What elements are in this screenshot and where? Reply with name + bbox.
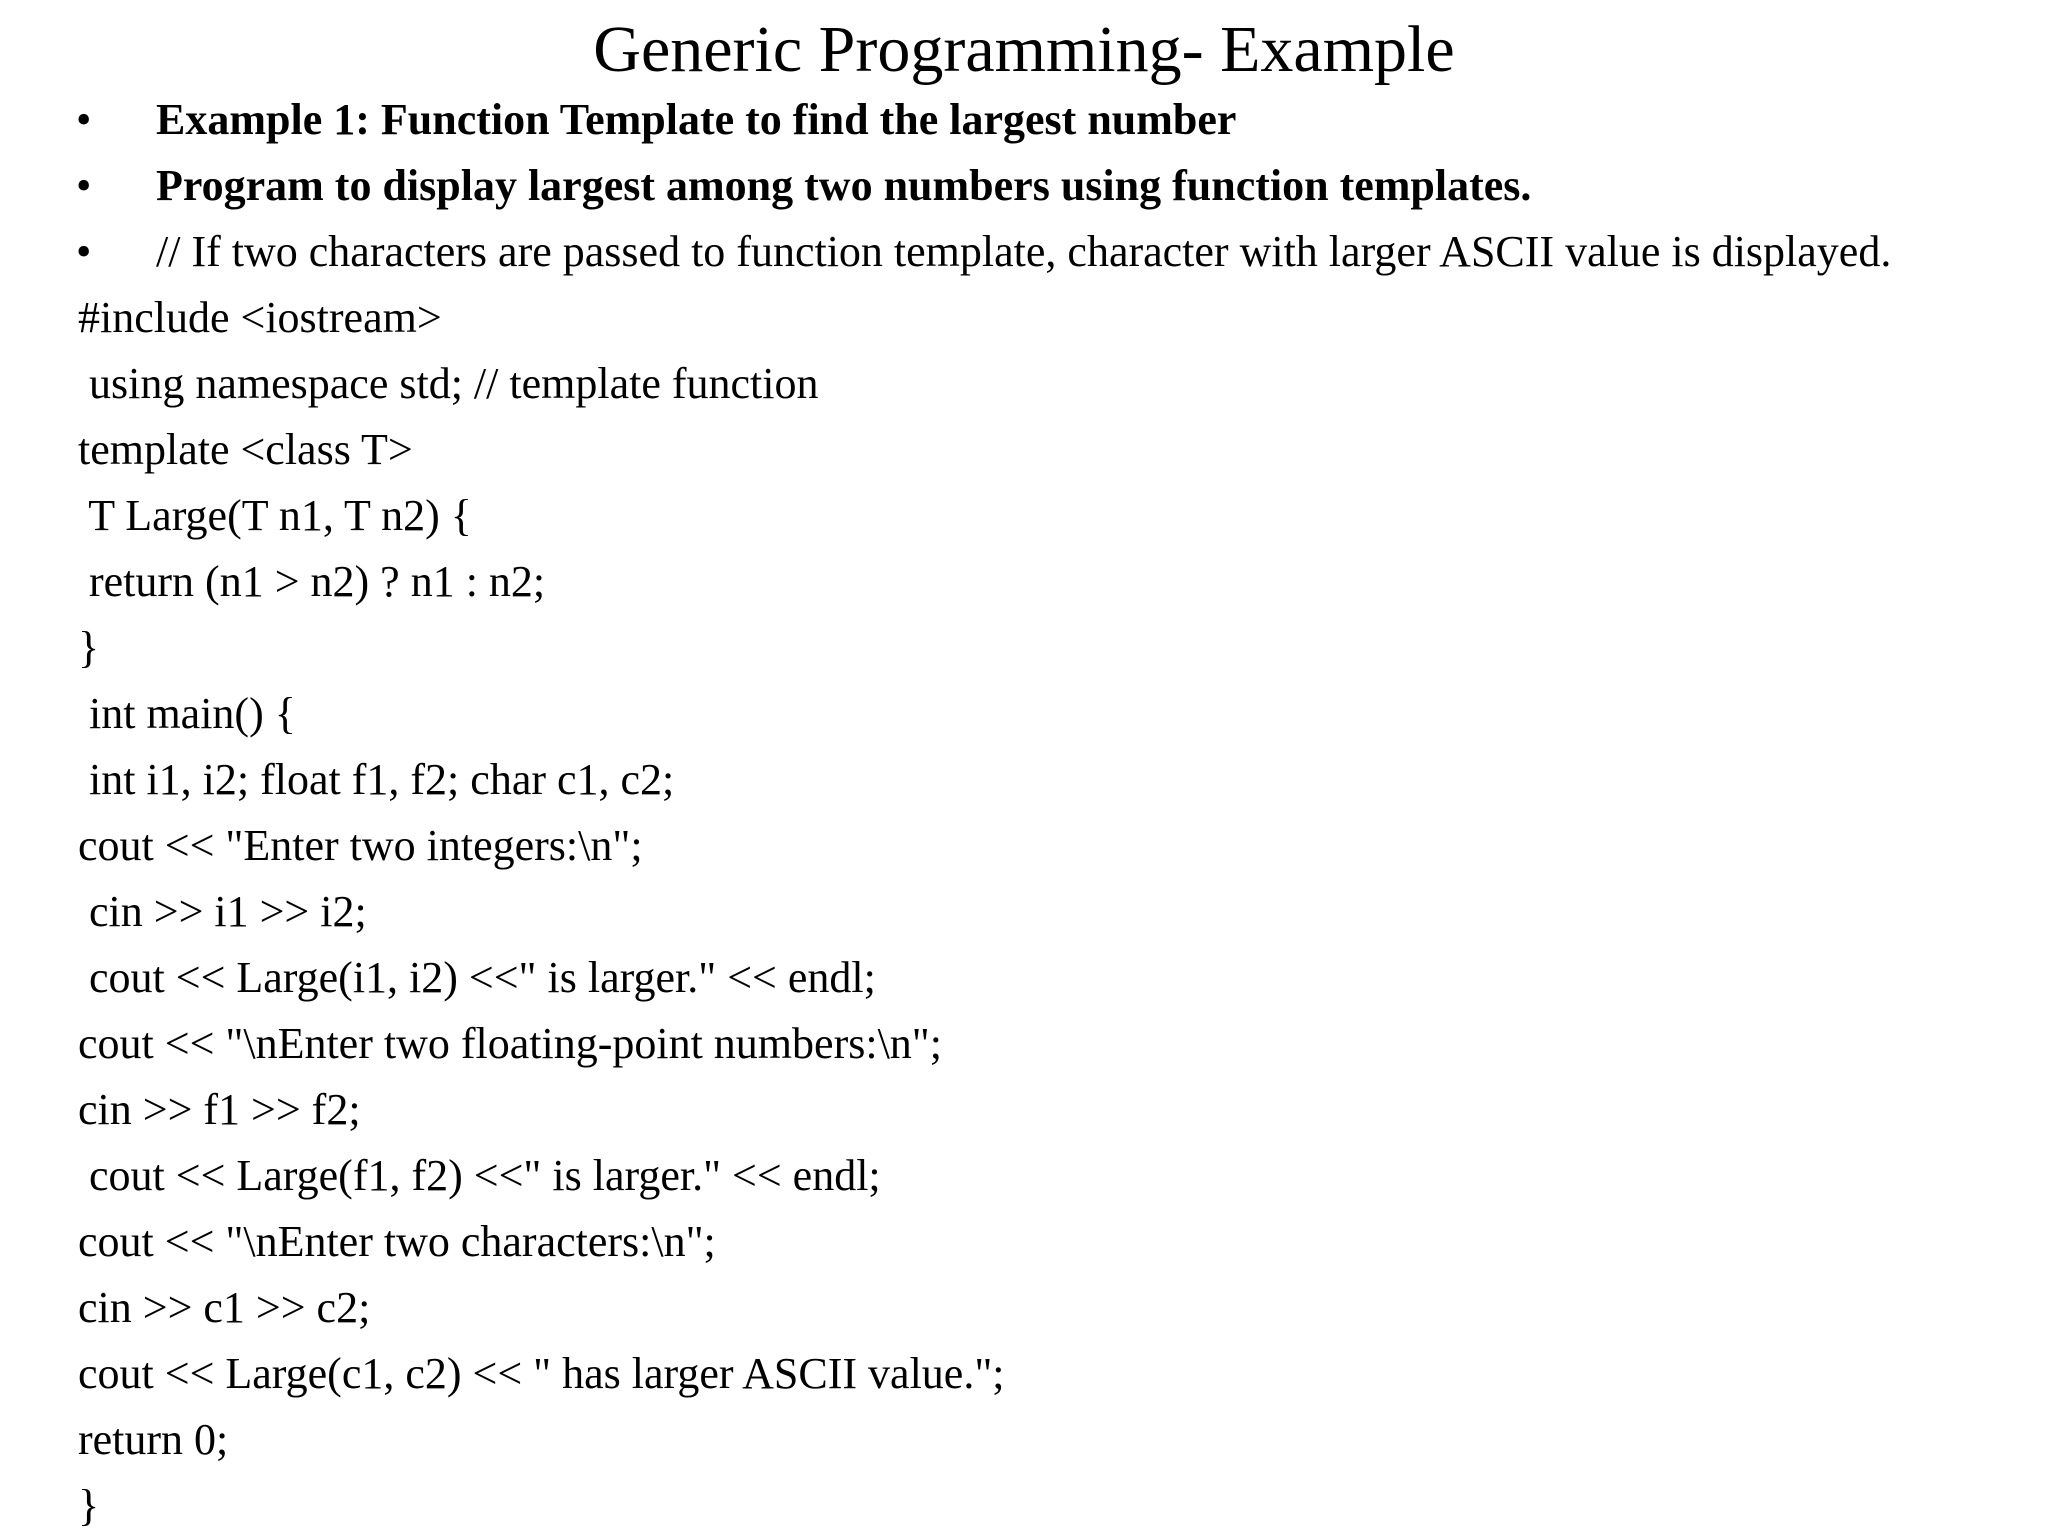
code-line: cout << "\nEnter two floating-point numbers:\n"; xyxy=(78,1019,942,1068)
bullet-list xyxy=(0,87,2048,285)
code-line: return 0; xyxy=(78,1415,229,1464)
code-line: cout << "Enter two integers:\n"; xyxy=(78,821,643,870)
code-line: return (n1 > n2) ? n1 : n2; xyxy=(78,557,546,606)
code-line: int main() { xyxy=(78,689,296,738)
code-line: template <class T> xyxy=(78,425,413,474)
code-line: T Large(T n1, T n2) { xyxy=(78,491,472,540)
code-line: cout << "\nEnter two characters:\n"; xyxy=(78,1217,716,1266)
bullet-item xyxy=(0,219,2048,285)
bullet-marker: • xyxy=(76,95,92,144)
bullet-item xyxy=(0,87,2048,153)
slide-title: Generic Programming- Example xyxy=(593,13,1455,86)
bullet-text: // If two characters are passed to function template, character with larger ASCII value is displayed. xyxy=(156,227,1892,276)
code-line: cin >> c1 >> c2; xyxy=(78,1283,371,1332)
code-line: } xyxy=(78,623,100,672)
code-line: cin >> f1 >> f2; xyxy=(78,1085,361,1134)
bullet-marker: • xyxy=(76,227,92,276)
bullet-text: Program to display largest among two numbers using function templates. xyxy=(156,161,1532,210)
code-line: int i1, i2; float f1, f2; char c1, c2; xyxy=(78,755,675,804)
code-line: cout << Large(f1, f2) <<" is larger." << endl; xyxy=(78,1151,881,1200)
code-line: #include <iostream> xyxy=(78,293,442,342)
code-line: } xyxy=(78,1481,100,1530)
code-line: using namespace std; // template function xyxy=(78,359,819,408)
bullet-item xyxy=(0,153,2048,219)
bullet-text: Example 1: Function Template to find the largest number xyxy=(156,95,1237,144)
code-line: cin >> i1 >> i2; xyxy=(78,887,367,936)
code-line: cout << Large(c1, c2) << " has larger ASCII value."; xyxy=(78,1349,1005,1398)
code-listing xyxy=(78,285,2028,1539)
bullet-marker: • xyxy=(76,161,92,210)
code-line: cout << Large(i1, i2) <<" is larger." << endl; xyxy=(78,953,876,1002)
